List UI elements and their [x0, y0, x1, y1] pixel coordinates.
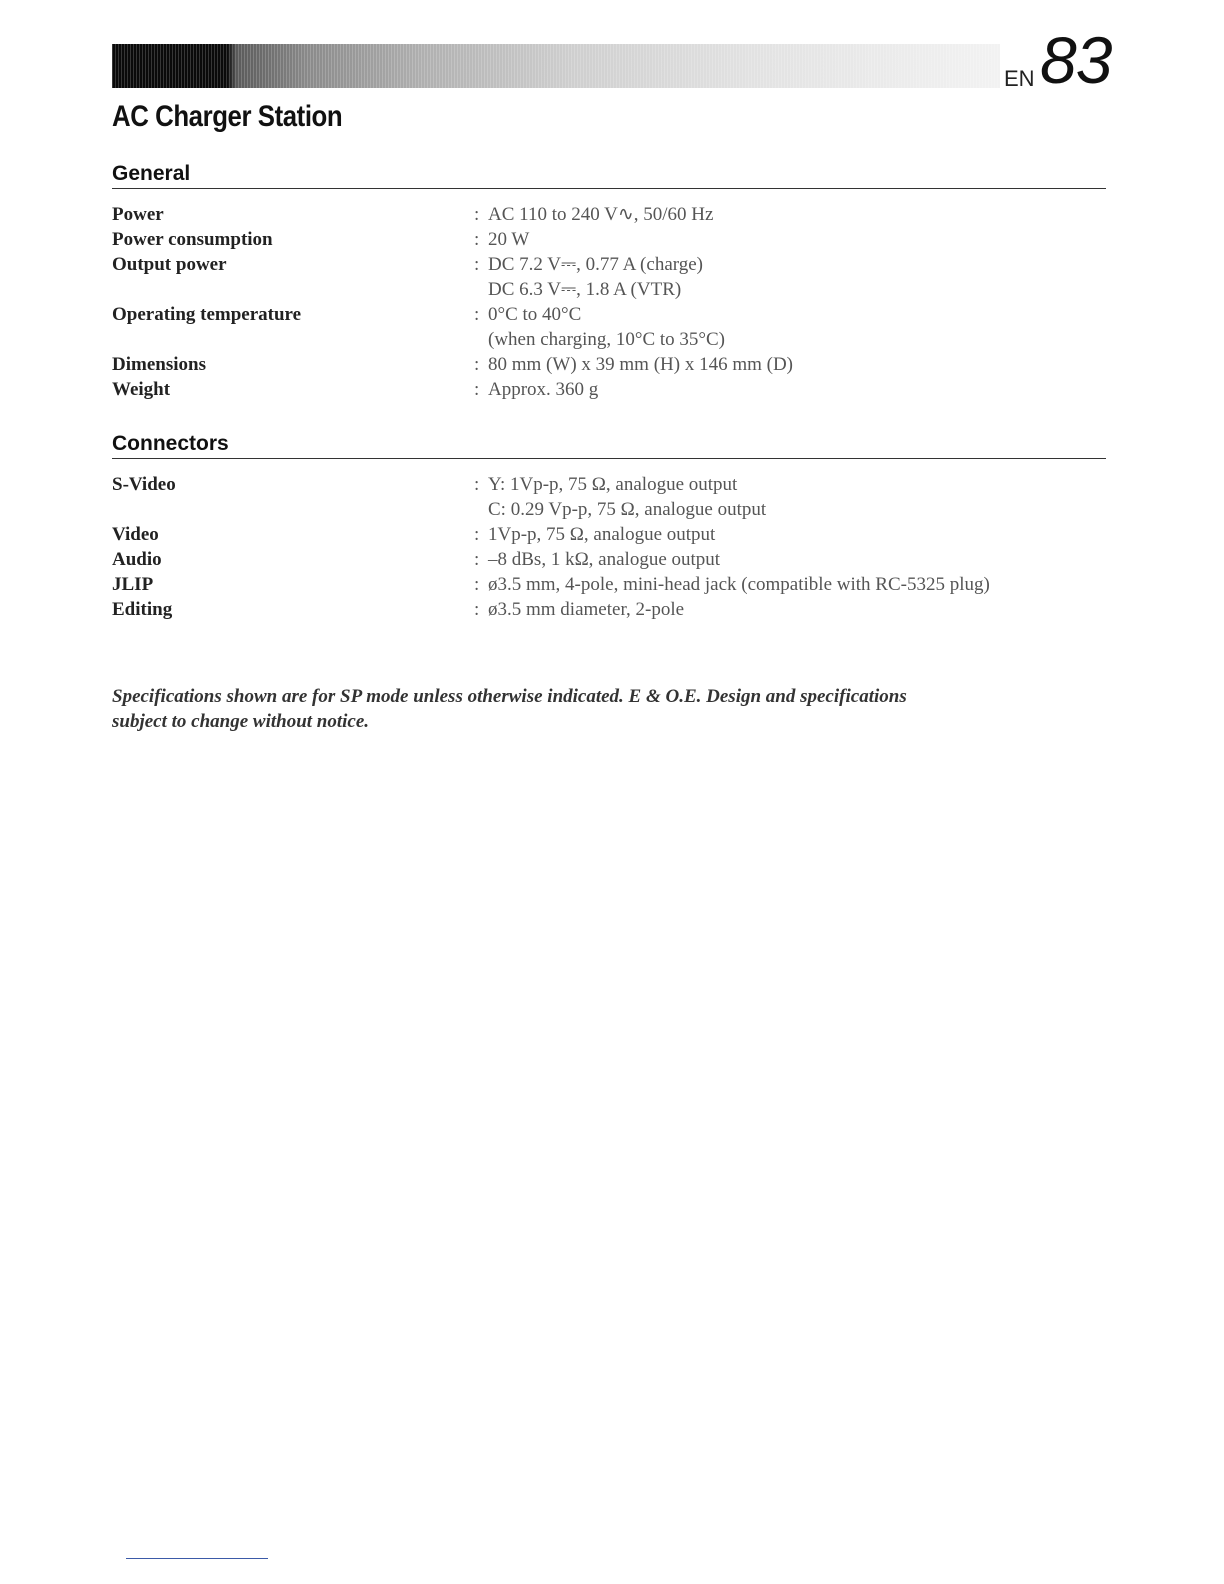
- spec-value-line: : 20 W: [474, 229, 530, 250]
- spec-value: [474, 522, 1106, 547]
- spec-value-line: : 80 mm (W) x 39 mm (H) x 146 mm (D): [474, 354, 794, 375]
- spec-label: Video: [112, 524, 159, 545]
- spec-label: Editing: [112, 599, 173, 620]
- spec-row: [112, 547, 1106, 572]
- spec-value-line: : 0°C to 40°C: [474, 304, 582, 325]
- specifications-note: [112, 684, 1072, 734]
- spec-label: Power consumption: [112, 229, 273, 250]
- spec-value: [474, 572, 1106, 597]
- spec-row: [112, 522, 1106, 547]
- spec-label: Dimensions: [112, 354, 206, 375]
- spec-label: Power: [112, 204, 164, 225]
- spec-value-line: : Y: 1Vp-p, 75 Ω, analogue output: [474, 474, 738, 495]
- spec-row: [112, 252, 1106, 302]
- spec-value-line: : 1Vp-p, 75 Ω, analogue output: [474, 524, 716, 545]
- spec-row: [112, 572, 1106, 597]
- spec-value: [474, 472, 1106, 522]
- spec-label: JLIP: [112, 574, 154, 595]
- section-heading-general: General: [112, 162, 1106, 189]
- spec-value-line: (when charging, 10°C to 35°C): [488, 329, 726, 350]
- header-banner: [112, 44, 1000, 88]
- spec-table-connectors: [112, 472, 1106, 622]
- note-line: subject to change without notice.: [112, 711, 370, 732]
- spec-label: Audio: [112, 549, 162, 570]
- spec-row: [112, 202, 1106, 227]
- spec-value: [474, 252, 1106, 302]
- footer-rule: [126, 1558, 268, 1559]
- spec-row: [112, 597, 1106, 622]
- spec-row: [112, 472, 1106, 522]
- spec-value-line: C: 0.29 Vp-p, 75 Ω, analogue output: [488, 499, 767, 520]
- spec-label: Output power: [112, 254, 227, 275]
- spec-label: S-Video: [112, 474, 176, 495]
- page-title: AC Charger Station: [112, 100, 343, 133]
- spec-row: [112, 302, 1106, 352]
- language-label: EN: [1004, 66, 1035, 91]
- spec-value: [474, 202, 1106, 227]
- spec-row: [112, 227, 1106, 252]
- spec-value: [474, 352, 1106, 377]
- spec-value-line: : Approx. 360 g: [474, 379, 599, 400]
- page-number: 83: [1040, 23, 1112, 97]
- spec-value: [474, 227, 1106, 252]
- spec-table-general: [112, 202, 1106, 402]
- spec-value: [474, 547, 1106, 572]
- spec-value-line: : ø3.5 mm diameter, 2-pole: [474, 599, 685, 620]
- spec-value: [474, 597, 1106, 622]
- spec-value: [474, 302, 1106, 352]
- spec-value-line: : DC 7.2 V⎓, 0.77 A (charge): [474, 254, 703, 275]
- spec-value-line: : ø3.5 mm, 4-pole, mini-head jack (compatible with RC-5325 plug): [474, 574, 990, 595]
- spec-label: Weight: [112, 379, 171, 400]
- spec-value-line: : –8 dBs, 1 kΩ, analogue output: [474, 549, 721, 570]
- spec-value-line: DC 6.3 V⎓, 1.8 A (VTR): [488, 279, 682, 300]
- spec-value: [474, 377, 1106, 402]
- spec-value-line: : AC 110 to 240 V∿, 50/60 Hz: [474, 204, 714, 225]
- note-line: Specifications shown are for SP mode unless otherwise indicated. E & O.E. Design and specifications: [112, 686, 907, 707]
- spec-label: Operating temperature: [112, 304, 302, 325]
- section-heading-connectors: Connectors: [112, 432, 1106, 459]
- spec-row: [112, 377, 1106, 402]
- spec-row: [112, 352, 1106, 377]
